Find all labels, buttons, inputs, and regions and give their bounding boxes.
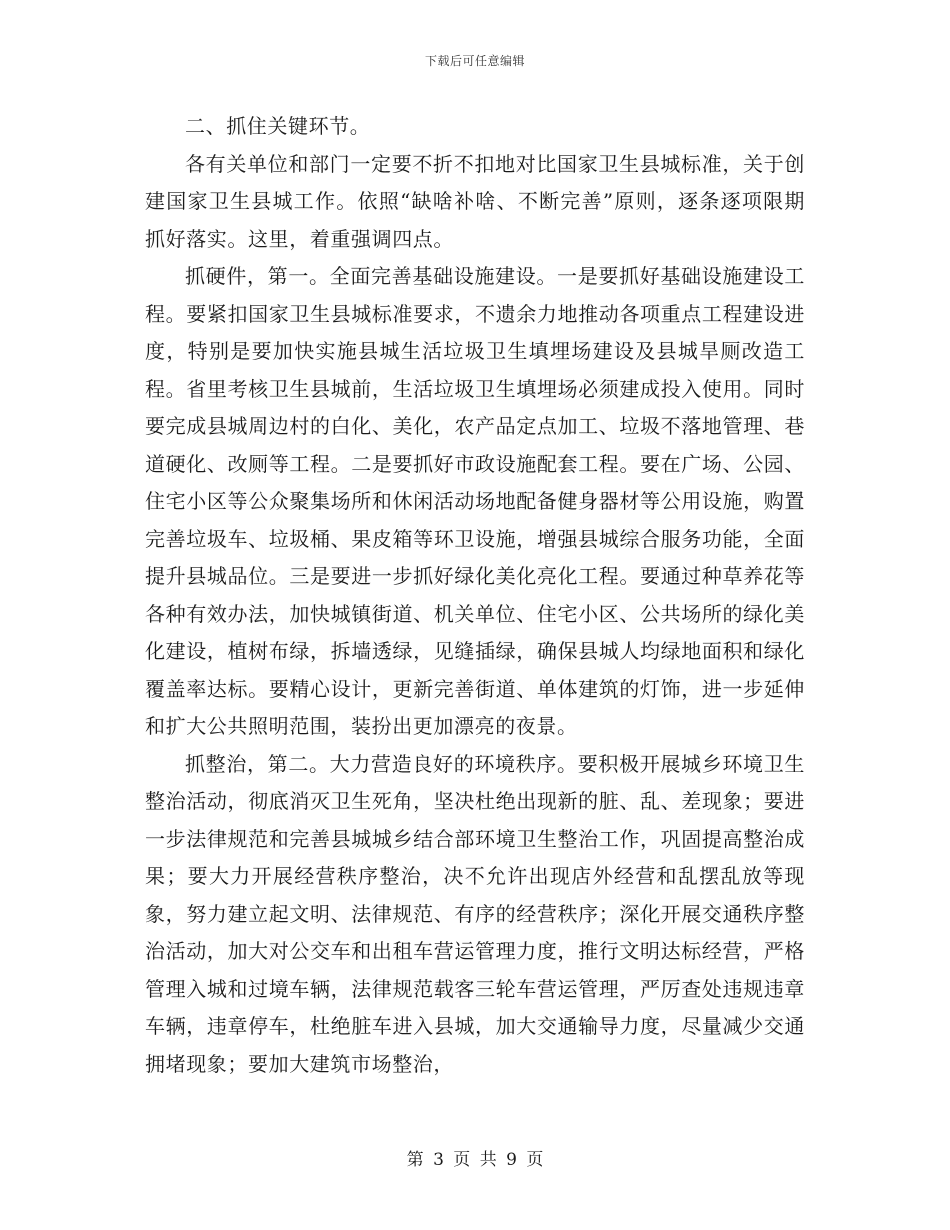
document-body [145,108,805,1083]
page-header: 下载后可任意编辑 [424,54,525,68]
section-heading: 二、抓住关键环节。 [185,114,371,138]
page-number-footer: 第 3 页 共 9 页 [406,1150,544,1170]
paragraph-rectification: 抓整治，第二。大力营造良好的环境秩序。要积极开展城乡环境卫生整治活动，彻底消灭卫生死角，坚决杜绝出现新的脏、乱、差现象；要进一步法律规范和完善县城城乡结合部环境卫生整治工作，巩固提高整治成果；要大力开展经营秩序整治，决不允许出现店外经营和乱摆乱放等现象，努力建立起文明、法律规范、有序的经营秩序；深化开展交通秩序整治活动，加大对公交车和出租车营运管理力度，推行文明达标经营，严格管理入城和过境车辆，法律规范载客三轮车营运管理，严厉查处违规违章车辆，违章停车，杜绝脏车进入县城，加大交通输导力度，尽量减少交通拥堵现象；要加大建筑市场整治， [145,751,805,1076]
paragraph-intro: 各有关单位和部门一定要不折不扣地对比国家卫生县城标准，关于创建国家卫生县城工作。依照“缺啥补啥、不断完善”原则，逐条逐项限期抓好落实。这里，着重强调四点。 [145,151,805,251]
paragraph-hardware: 抓硬件，第一。全面完善基础设施建设。一是要抓好基础设施建设工程。要紧扣国家卫生县城标准要求，不遗余力地推动各项重点工程建设进度，特别是要加快实施县城生活垃圾卫生填埋场建设及县城旱厕改造工程。省里考核卫生县城前，生活垃圾卫生填埋场必须建成投入使用。同时要完成县城周边村的白化、美化，农产品定点加工、垃圾不落地管理、巷道硬化、改厕等工程。二是要抓好市政设施配套工程。要在广场、公园、住宅小区等公众聚集场所和休闲活动场地配备健身器材等公用设施，购置完善垃圾车、垃圾桶、果皮箱等环卫设施，增强县城综合服务功能，全面提升县城品位。三是要进一步抓好绿化美化亮化工程。要通过种草养花等各种有效办法，加快城镇街道、机关单位、住宅小区、公共场所的绿化美化建设，植树布绿，拆墙透绿，见缝插绿，确保县城人均绿地面积和绿化覆盖率达标。要精心设计，更新完善街道、单体建筑的灯饰，进一步延伸和扩大公共照明范围，装扮出更加漂亮的夜景。 [145,264,805,738]
